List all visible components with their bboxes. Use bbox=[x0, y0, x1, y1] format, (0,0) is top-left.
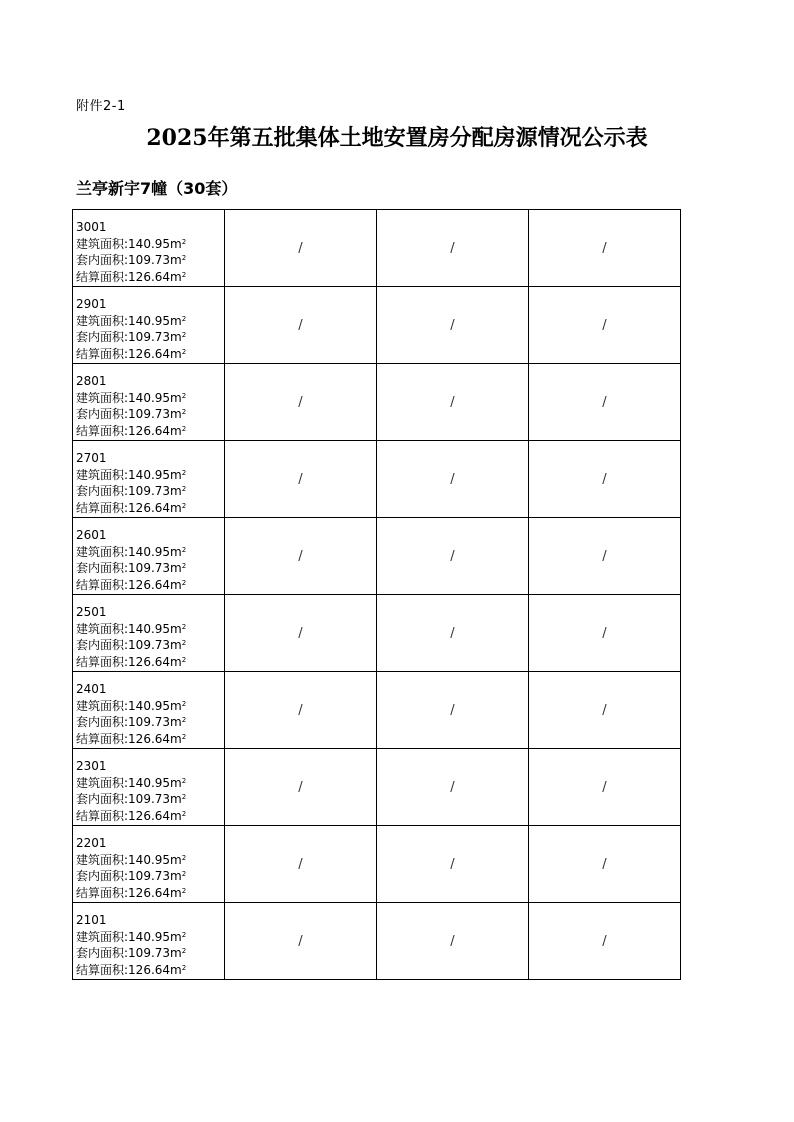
settlement-area bbox=[76, 500, 224, 517]
interior-area bbox=[76, 714, 224, 731]
unit-number-text: 2801 bbox=[76, 374, 107, 388]
square-meter-superscript: 2 bbox=[181, 930, 187, 939]
settlement-area bbox=[76, 808, 224, 825]
settlement-area bbox=[76, 577, 224, 594]
allocation-cell: / bbox=[377, 441, 529, 518]
allocation-cell: / bbox=[225, 287, 377, 364]
square-meter-superscript: 2 bbox=[181, 716, 187, 724]
settlement-area bbox=[76, 269, 224, 286]
settlement-area-text: 结算面积:126.64m bbox=[76, 885, 182, 900]
square-meter-superscript: 2 bbox=[181, 424, 187, 433]
square-meter-superscript: 2 bbox=[181, 237, 187, 246]
unit-number bbox=[76, 450, 224, 467]
table-row bbox=[73, 672, 681, 749]
allocation-cell: / bbox=[529, 210, 681, 287]
building-area-text: 建筑面积:140.95m bbox=[76, 698, 182, 713]
building-area-text: 建筑面积:140.95m bbox=[76, 929, 182, 944]
allocation-cell: / bbox=[529, 287, 681, 364]
table-body bbox=[73, 210, 681, 980]
interior-area bbox=[76, 406, 224, 423]
unit-number-text: 2301 bbox=[76, 759, 107, 773]
allocation-cell: / bbox=[225, 749, 377, 826]
interior-area bbox=[76, 945, 224, 962]
unit-info-cell bbox=[73, 826, 225, 903]
building-area-text: 建筑面积:140.95m bbox=[76, 775, 182, 790]
square-meter-superscript: 2 bbox=[181, 963, 187, 972]
square-meter-superscript: 2 bbox=[181, 331, 187, 339]
document-title: 2025年第五批集体土地安置房分配房源情况公示表 bbox=[146, 125, 648, 151]
square-meter-superscript: 2 bbox=[181, 501, 187, 510]
settlement-area bbox=[76, 654, 224, 671]
unit-info-cell bbox=[73, 672, 225, 749]
building-area bbox=[76, 467, 224, 484]
building-area bbox=[76, 236, 224, 253]
square-meter-superscript: 2 bbox=[181, 270, 187, 279]
interior-area bbox=[76, 483, 224, 500]
building-area bbox=[76, 852, 224, 869]
settlement-area bbox=[76, 962, 224, 979]
unit-number bbox=[76, 912, 224, 929]
allocation-cell: / bbox=[377, 749, 529, 826]
building-area bbox=[76, 390, 224, 407]
square-meter-superscript: 2 bbox=[181, 347, 187, 356]
square-meter-superscript: 2 bbox=[181, 870, 187, 878]
settlement-area-text: 结算面积:126.64m bbox=[76, 269, 182, 284]
unit-allocation-table bbox=[72, 209, 681, 980]
settlement-area-text: 结算面积:126.64m bbox=[76, 654, 182, 669]
settlement-area bbox=[76, 423, 224, 440]
building-area bbox=[76, 621, 224, 638]
square-meter-superscript: 2 bbox=[181, 793, 187, 801]
building-area bbox=[76, 929, 224, 946]
unit-info-cell bbox=[73, 364, 225, 441]
attachment-label: 附件2-1 bbox=[76, 99, 126, 114]
allocation-cell: / bbox=[529, 518, 681, 595]
unit-info-cell bbox=[73, 441, 225, 518]
unit-number-text: 2101 bbox=[76, 913, 107, 927]
square-meter-superscript: 2 bbox=[181, 545, 187, 554]
allocation-cell: / bbox=[377, 826, 529, 903]
square-meter-superscript: 2 bbox=[181, 562, 187, 570]
settlement-area-text: 结算面积:126.64m bbox=[76, 808, 182, 823]
settlement-area bbox=[76, 885, 224, 902]
allocation-cell: / bbox=[225, 826, 377, 903]
settlement-area bbox=[76, 731, 224, 748]
interior-area-text: 套内面积:109.73m bbox=[76, 792, 182, 806]
square-meter-superscript: 2 bbox=[181, 655, 187, 664]
settlement-area-text: 结算面积:126.64m bbox=[76, 962, 182, 977]
interior-area bbox=[76, 252, 224, 269]
unit-info-cell bbox=[73, 287, 225, 364]
square-meter-superscript: 2 bbox=[181, 254, 187, 262]
interior-area bbox=[76, 868, 224, 885]
square-meter-superscript: 2 bbox=[181, 622, 187, 631]
settlement-area-text: 结算面积:126.64m bbox=[76, 500, 182, 515]
building-area-text: 建筑面积:140.95m bbox=[76, 544, 182, 559]
allocation-cell: / bbox=[377, 518, 529, 595]
unit-number-text: 2601 bbox=[76, 528, 107, 542]
settlement-area bbox=[76, 346, 224, 363]
interior-area-text: 套内面积:109.73m bbox=[76, 330, 182, 344]
allocation-cell: / bbox=[377, 287, 529, 364]
square-meter-superscript: 2 bbox=[181, 408, 187, 416]
square-meter-superscript: 2 bbox=[181, 468, 187, 477]
square-meter-superscript: 2 bbox=[181, 809, 187, 818]
table-row bbox=[73, 441, 681, 518]
allocation-cell: / bbox=[225, 441, 377, 518]
unit-info-cell bbox=[73, 210, 225, 287]
square-meter-superscript: 2 bbox=[181, 314, 187, 323]
square-meter-superscript: 2 bbox=[181, 699, 187, 708]
building-area-text: 建筑面积:140.95m bbox=[76, 467, 182, 482]
table-row bbox=[73, 518, 681, 595]
unit-info-cell bbox=[73, 903, 225, 980]
interior-area bbox=[76, 560, 224, 577]
unit-info-cell bbox=[73, 595, 225, 672]
unit-number-text: 2401 bbox=[76, 682, 107, 696]
building-area-text: 建筑面积:140.95m bbox=[76, 621, 182, 636]
allocation-cell: / bbox=[529, 364, 681, 441]
allocation-cell: / bbox=[377, 210, 529, 287]
allocation-cell: / bbox=[529, 749, 681, 826]
unit-number bbox=[76, 835, 224, 852]
allocation-cell: / bbox=[377, 903, 529, 980]
square-meter-superscript: 2 bbox=[181, 776, 187, 785]
table-row bbox=[73, 595, 681, 672]
building-area bbox=[76, 775, 224, 792]
square-meter-superscript: 2 bbox=[181, 391, 187, 400]
unit-number-text: 2501 bbox=[76, 605, 107, 619]
interior-area bbox=[76, 791, 224, 808]
table-row bbox=[73, 749, 681, 826]
interior-area-text: 套内面积:109.73m bbox=[76, 407, 182, 421]
section-title: 兰亭新宇7幢（30套） bbox=[76, 179, 238, 198]
square-meter-superscript: 2 bbox=[181, 886, 187, 895]
allocation-cell: / bbox=[529, 903, 681, 980]
table-row bbox=[73, 210, 681, 287]
allocation-cell: / bbox=[529, 672, 681, 749]
unit-info-cell bbox=[73, 518, 225, 595]
unit-number bbox=[76, 219, 224, 236]
unit-number bbox=[76, 296, 224, 313]
unit-number bbox=[76, 373, 224, 390]
square-meter-superscript: 2 bbox=[181, 947, 187, 955]
square-meter-superscript: 2 bbox=[181, 578, 187, 587]
square-meter-superscript: 2 bbox=[181, 732, 187, 741]
square-meter-superscript: 2 bbox=[181, 485, 187, 493]
allocation-cell: / bbox=[529, 595, 681, 672]
building-area bbox=[76, 698, 224, 715]
building-area bbox=[76, 544, 224, 561]
allocation-cell: / bbox=[225, 672, 377, 749]
interior-area-text: 套内面积:109.73m bbox=[76, 638, 182, 652]
interior-area-text: 套内面积:109.73m bbox=[76, 484, 182, 498]
allocation-cell: / bbox=[377, 672, 529, 749]
interior-area-text: 套内面积:109.73m bbox=[76, 869, 182, 883]
interior-area-text: 套内面积:109.73m bbox=[76, 561, 182, 575]
table-row bbox=[73, 287, 681, 364]
table-row bbox=[73, 903, 681, 980]
allocation-cell: / bbox=[225, 364, 377, 441]
square-meter-superscript: 2 bbox=[181, 853, 187, 862]
table-row bbox=[73, 364, 681, 441]
interior-area-text: 套内面积:109.73m bbox=[76, 253, 182, 267]
allocation-cell: / bbox=[225, 903, 377, 980]
settlement-area-text: 结算面积:126.64m bbox=[76, 346, 182, 361]
unit-number bbox=[76, 527, 224, 544]
allocation-cell: / bbox=[225, 210, 377, 287]
settlement-area-text: 结算面积:126.64m bbox=[76, 577, 182, 592]
unit-number-text: 2901 bbox=[76, 297, 107, 311]
building-area-text: 建筑面积:140.95m bbox=[76, 852, 182, 867]
unit-number bbox=[76, 758, 224, 775]
building-area-text: 建筑面积:140.95m bbox=[76, 390, 182, 405]
allocation-cell: / bbox=[225, 595, 377, 672]
interior-area bbox=[76, 329, 224, 346]
unit-number bbox=[76, 681, 224, 698]
allocation-cell: / bbox=[529, 826, 681, 903]
settlement-area-text: 结算面积:126.64m bbox=[76, 423, 182, 438]
interior-area-text: 套内面积:109.73m bbox=[76, 946, 182, 960]
table-row bbox=[73, 826, 681, 903]
interior-area-text: 套内面积:109.73m bbox=[76, 715, 182, 729]
allocation-cell: / bbox=[377, 595, 529, 672]
allocation-cell: / bbox=[225, 518, 377, 595]
unit-number bbox=[76, 604, 224, 621]
square-meter-superscript: 2 bbox=[181, 639, 187, 647]
allocation-cell: / bbox=[377, 364, 529, 441]
building-area-text: 建筑面积:140.95m bbox=[76, 236, 182, 251]
unit-number-text: 3001 bbox=[76, 220, 107, 234]
allocation-cell: / bbox=[529, 441, 681, 518]
unit-number-text: 2701 bbox=[76, 451, 107, 465]
unit-number-text: 2201 bbox=[76, 836, 107, 850]
building-area-text: 建筑面积:140.95m bbox=[76, 313, 182, 328]
building-area bbox=[76, 313, 224, 330]
unit-info-cell bbox=[73, 749, 225, 826]
interior-area bbox=[76, 637, 224, 654]
settlement-area-text: 结算面积:126.64m bbox=[76, 731, 182, 746]
